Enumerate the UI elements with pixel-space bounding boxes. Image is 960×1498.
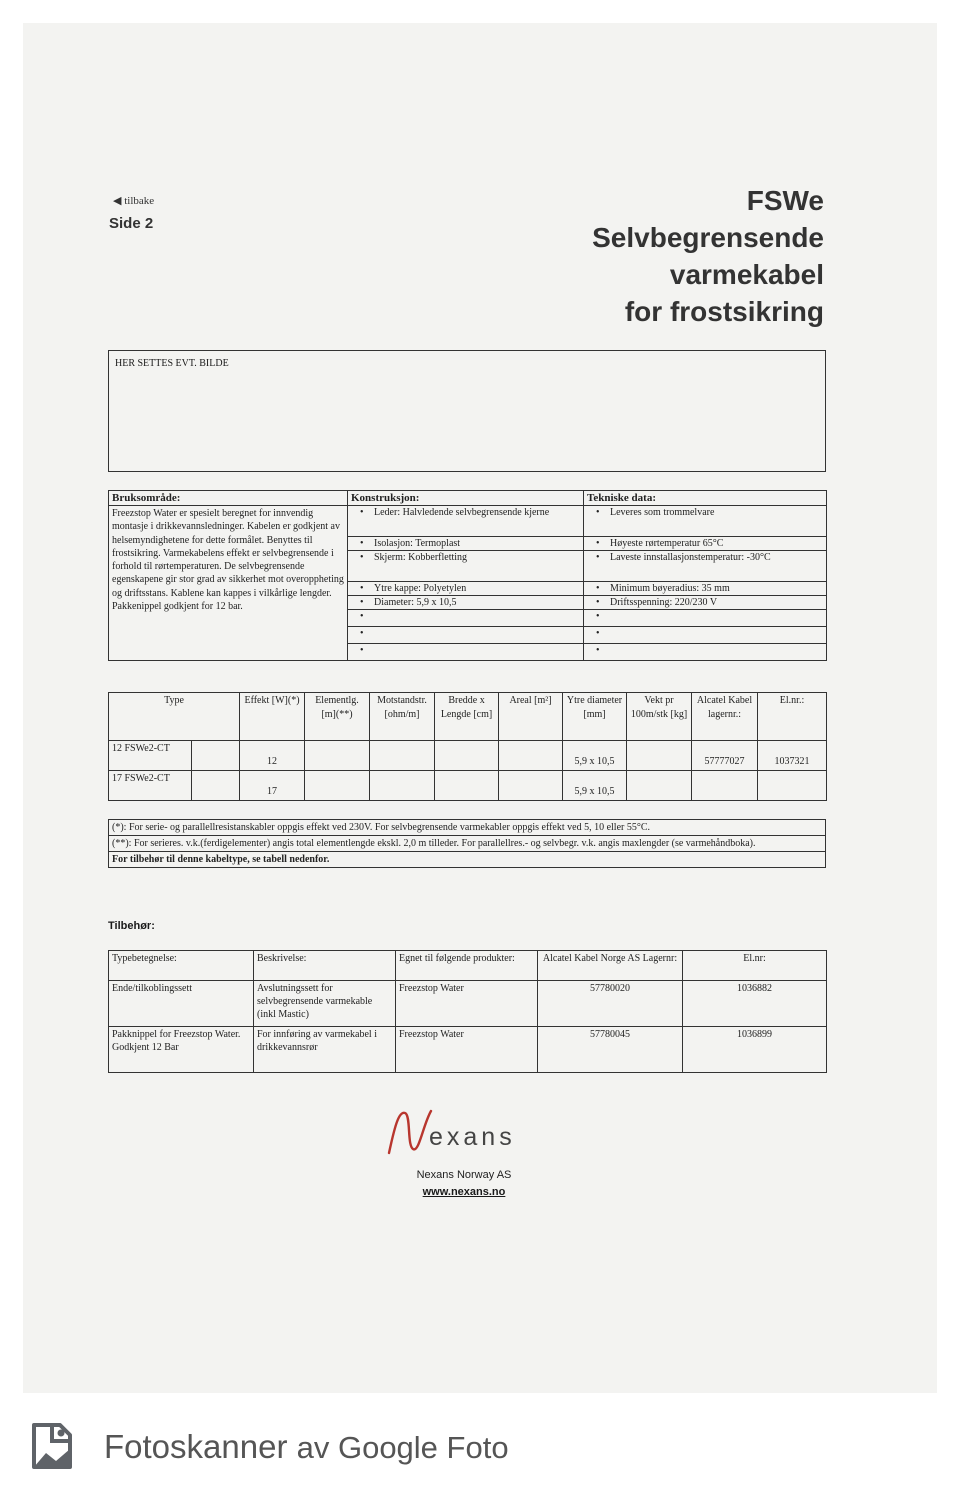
accessories-table: Typebetegnelse: Beskrivelse: Egnet til følgende produkter: Alcatel Kabel Norge AS Lagernr: El.nr: Ende/tilkoblingssett Avslutningssett for selvbegrensende varmekable (inkl Mastic) Freezstop Water 57780020 1036882 Pakknippel for Freezstop Water. Godkjent 12 Bar For innføring av varmekabel i drikkevannsrør Freezstop Water 57780045 1036899 [108,950,827,1073]
app-name: Fotoskanner [104,1428,288,1465]
note-accessories: For tilbehør til denne kabeltype, se tabell nedenfor. [109,852,826,868]
photoscan-icon [30,1421,74,1471]
app-attribution: av Google Foto [296,1430,509,1465]
nexans-logo: exans [385,1105,565,1157]
construction-header: Konstruksjon: [348,491,584,506]
document-title: FSWe Selvbegrensende varmekabel for frostsikring [592,185,824,327]
back-arrow-icon: ◀ [113,195,122,207]
usage-header: Bruksområde: [109,491,348,506]
nexans-n-icon [385,1105,435,1157]
table-row: 17 FSWe2-CT 17 5,9 x 10,5 [109,771,827,801]
back-link[interactable]: ◀ tilbake [113,195,155,207]
cable-types-table: Type Effekt [W](*) Elementlg. [m](**) Motstandstr. [ohm/m] Bredde x Lengde [cm] Areal [m²] Ytre diameter [mm] Vekt pr 100m/stk [kg] Alcatel Kabel lagernr.: El.nr.: 12 FSWe2-CT 12 5,9 x 10,5 57777027 1037321 17 FSWe2-CT 17 5,9 x 10,5 [108,692,827,801]
notes-table [108,819,826,868]
note-effect: (*): For serie- og parallellresistanskabler oppgis effekt ved 230V. For selvbegrensende varmekabler oppgis effekt ved 5, 10 eller 55°C. [109,820,826,836]
accessories-title: Tilbehør: [108,920,155,932]
usage-text: Freezstop Water er spesielt beregnet for innvendig montasje i drikkevannsledninger. Kabelen er godkjent av helsemyndighetene for dette formålet. Benyttes til frostsikring. Varmekabelens effekt er selvbegrensende i forhold til rørtemperaturen. De selvbegrensende egenskapene gir stor grad av sikkerhet mot overoppheting og driftsstans. Kablene kan kappes i vilkårlige lengder. Pakkenippel godkjent for 12 bar. [109,506,348,661]
specs-table: Bruksområde: Konstruksjon: Tekniske data: Freezstop Water er spesielt beregnet for innvendig montasje i drikkevannsledninger. Kabelen er godkjent av helsemyndighetene for dette formålet. Benyttes til frostsikring. Varmekabelens effekt er selvbegrensende i forhold til rørtemperaturen. De selvbegrensende egenskapene gir stor grad av sikkerhet mot overoppheting og driftsstans. Kablene kan kappes i vilkårlige lengder. Pakkenippel godkjent for 12 bar. • Leder: Halvledende selvbegrensende kjerne • Leveres som trommelvare • Isolasjon: Termoplast • Høyeste rørtemperatur 65°C • Skjerm: Kobberfletting • Laveste innstallasjonstemperatur: -30°C • Ytre kappe: Polyetylen • Minimum bøyeradius: 35 mm • Diameter: 5,9 x 10,5 • Driftsspenning: 220/230 V • • • • • • [108,490,827,661]
website-link[interactable]: www.nexans.no [422,1186,506,1198]
table-row: Pakknippel for Freezstop Water. Godkjent 12 Bar For innføring av varmekabel i drikkevannsrør Freezstop Water 57780045 1036899 [109,1027,827,1073]
technical-header: Tekniske data: [584,491,827,506]
image-placeholder-box: HER SETTES EVT. BILDE [108,350,826,472]
app-footer [0,1398,960,1498]
company-name: Nexans Norway AS [416,1169,512,1181]
note-length: (**): For serieres. v.k.(ferdigelementer) angis total elementlengde ekskl. 2,0 m tilleder. For parallellres.- og selvbegr. v.k. angis maxlengder (se varmehåndboka). [109,836,826,852]
table-row: Ende/tilkoblingssett Avslutningssett for selvbegrensende varmekable (inkl Mastic) Freezstop Water 57780020 1036882 [109,981,827,1027]
table-row: 12 FSWe2-CT 12 5,9 x 10,5 57777027 1037321 [109,741,827,771]
page-number: Side 2 [109,215,154,232]
